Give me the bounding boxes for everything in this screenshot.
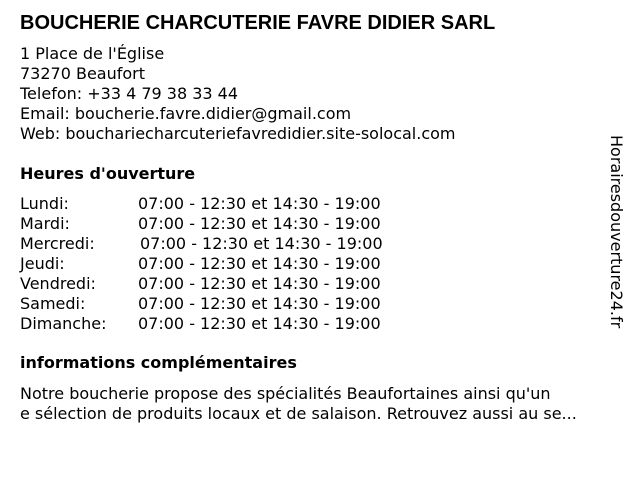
day-label: Vendredi: bbox=[20, 274, 96, 293]
email-address: Email: boucherie.favre.didier@gmail.com bbox=[20, 104, 352, 123]
address-city: 73270 Beaufort bbox=[20, 64, 146, 83]
contact-details bbox=[20, 44, 456, 144]
hours-value: 07:00 - 12:30 et 14:30 - 19:00 bbox=[138, 274, 381, 293]
day-label: Lundi: bbox=[20, 194, 69, 213]
hours-value: 07:00 - 12:30 et 14:30 - 19:00 bbox=[138, 294, 381, 313]
opening-hours-heading: Heures d'ouverture bbox=[20, 164, 196, 183]
hours-value: 07:00 - 12:30 et 14:30 - 19:00 bbox=[138, 194, 381, 213]
opening-hours-list bbox=[20, 194, 440, 334]
hours-row-mercredi bbox=[20, 234, 440, 254]
additional-info-text bbox=[20, 384, 630, 424]
hours-value: 07:00 - 12:30 et 14:30 - 19:00 bbox=[140, 234, 383, 253]
business-name: BOUCHERIE CHARCUTERIE FAVRE DIDIER SARL bbox=[20, 12, 496, 34]
site-watermark: Horairesdouverture24.fr bbox=[607, 135, 626, 329]
day-label: Mardi: bbox=[20, 214, 70, 233]
address-street: 1 Place de l'Église bbox=[20, 44, 165, 63]
day-label: Jeudi: bbox=[20, 254, 65, 273]
additional-info-heading: informations complémentaires bbox=[20, 353, 297, 372]
day-label: Mercredi: bbox=[20, 234, 95, 253]
website-address: Web: bouchariecharcuteriefavredidier.site-solocal.com bbox=[20, 124, 456, 143]
hours-row-lundi bbox=[20, 194, 440, 214]
hours-value: 07:00 - 12:30 et 14:30 - 19:00 bbox=[138, 214, 381, 233]
description-line: e sélection de produits locaux et de salaison. Retrouvez aussi au se... bbox=[20, 404, 577, 423]
hours-row-samedi bbox=[20, 294, 440, 314]
day-label: Dimanche: bbox=[20, 314, 107, 333]
hours-row-vendredi bbox=[20, 274, 440, 294]
day-label: Samedi: bbox=[20, 294, 86, 313]
hours-value: 07:00 - 12:30 et 14:30 - 19:00 bbox=[138, 254, 381, 273]
hours-row-dimanche bbox=[20, 314, 440, 334]
hours-value: 07:00 - 12:30 et 14:30 - 19:00 bbox=[138, 314, 381, 333]
hours-row-jeudi bbox=[20, 254, 440, 274]
description-line: Notre boucherie propose des spécialités Beaufortaines ainsi qu'un bbox=[20, 384, 551, 403]
phone-number: Telefon: +33 4 79 38 33 44 bbox=[20, 84, 239, 103]
hours-row-mardi bbox=[20, 214, 440, 234]
